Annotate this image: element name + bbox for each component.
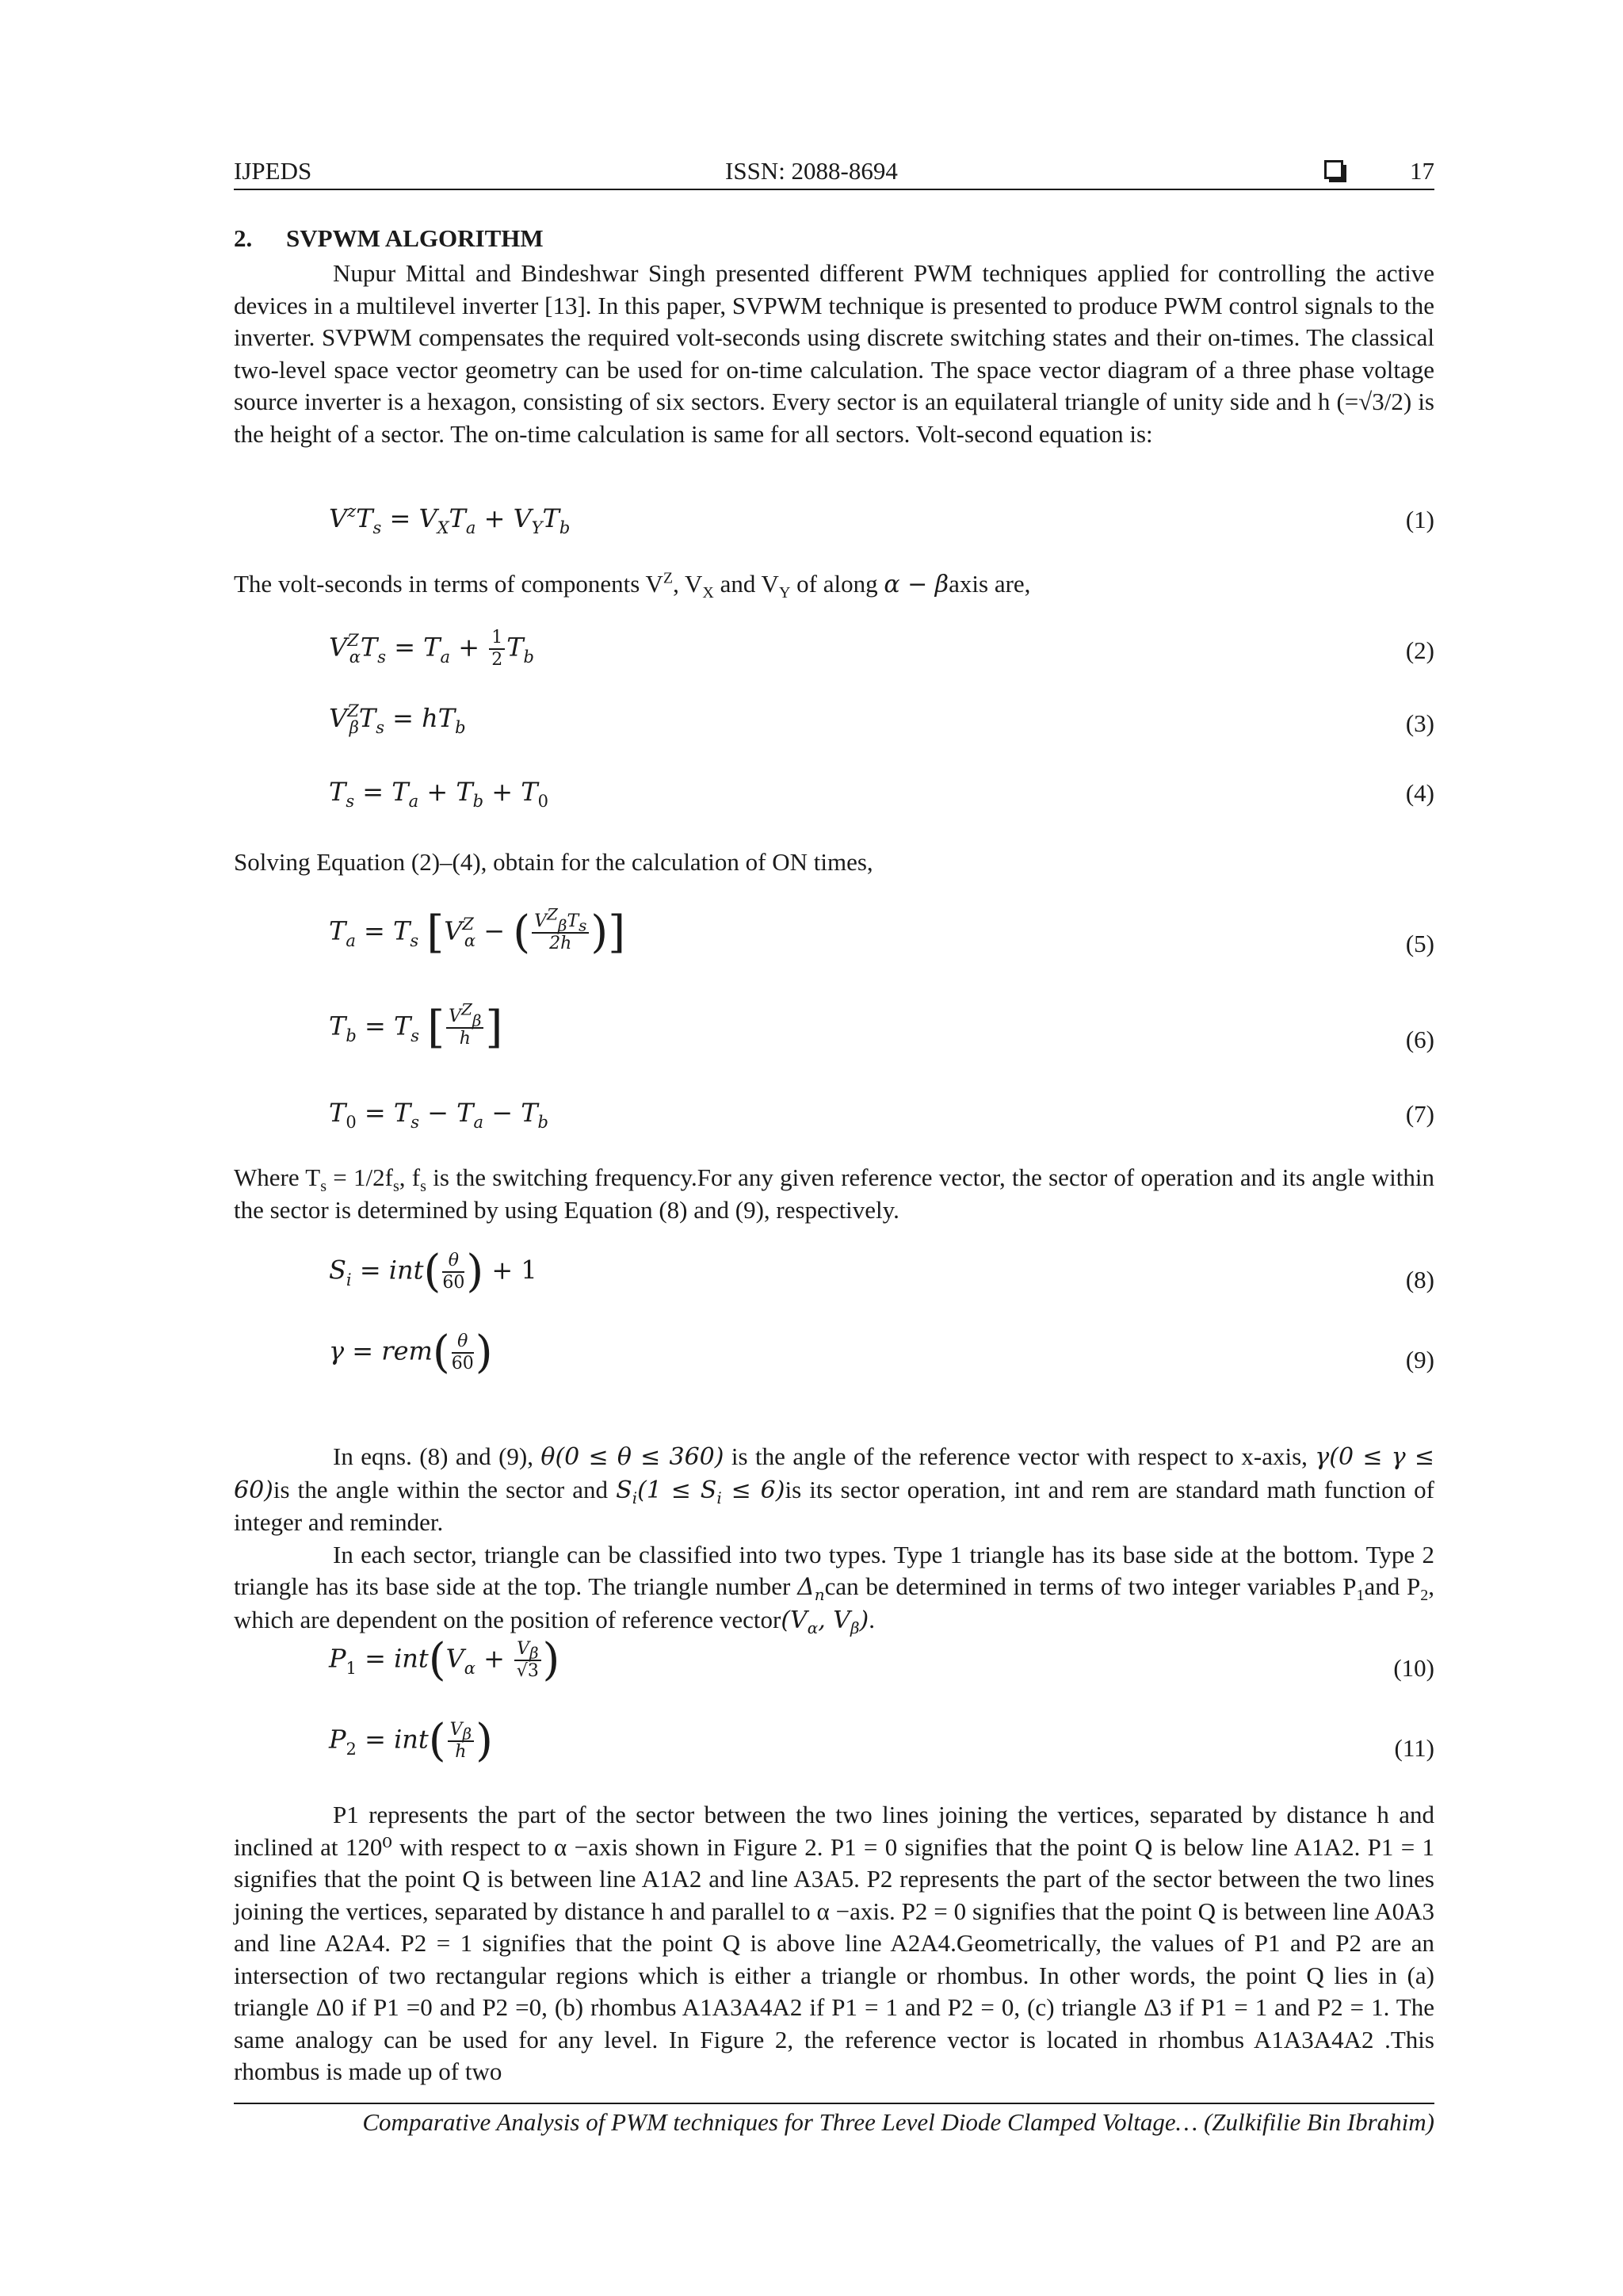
equation-number: (9) <box>1405 1346 1434 1373</box>
paragraph-solving: Solving Equation (2)–(4), obtain for the calculation of ON times, <box>234 848 873 876</box>
equation-8: $S_i = int$( $\frac{\theta}{60}$ ) + 1 <box>329 1246 537 1297</box>
paragraph-where: Where $T_s = 1/2f_s$, $f_s$ is the switching frequency.For any given reference vector, the sector of operation and its angle within the sector is determined by using Equation (8) and (9), respectively. <box>234 1163 1435 1224</box>
section-title: SVPWM ALGORITHM <box>286 224 544 252</box>
equation-2: $V^Z_\alpha T_s = T_a$ + $\frac{1}{2}$ $T_b$ <box>329 628 534 670</box>
paragraph-volt-seconds: The volt-seconds in terms of components $V^Z$, $V_X$ and $V_Y$ of along α − βaxis are, <box>234 569 1031 602</box>
running-footer: Comparative Analysis of PWM techniques for Three Level Diode Clamped Voltage… (Zulkifilie Bin Ibrahim) <box>362 2108 1434 2136</box>
equation-10: $P_1 = int(V_\alpha$ + $\frac{V_\beta}{√3}$ ) <box>329 1634 560 1686</box>
equation-number: (8) <box>1405 1266 1434 1293</box>
equation-11: $P_2 = int$( $\frac{V_\beta}{h}$ ) <box>329 1715 493 1767</box>
equation-5: $T_a = T_s$ [$V^Z_\alpha$ − ( $\frac{V^Z_\beta T_s}{2h}$ )] <box>329 904 626 958</box>
footer-rule <box>234 2103 1434 2104</box>
header-rule <box>234 189 1434 190</box>
journal-name: IJPEDS <box>234 157 312 185</box>
equation-1: $V^zT_s = V_XT_a + V_YT_b$ <box>329 502 571 537</box>
equation-number: (2) <box>1405 636 1434 664</box>
equation-4: $T_s = T_a + T_b + T_0$ <box>329 777 548 811</box>
equation-number: (6) <box>1405 1026 1434 1053</box>
equation-6: $T_b = T_s$ [ $\frac{V^Z_\beta}{h}$ ] <box>329 999 503 1053</box>
paragraph-p1-p2: P1 represents the part of the sector between the two lines joining the vertices, separated by distance h and inclined at 120⁰ with respect to α −axis shown in Figure 2. P1 = 0 signifies that the point Q is below line A1A2. P1 = 1 signifies that the point Q is between line A1A2 and line A3A5. P2 represents the part of the sector between the two lines joining the vertices, separated by distance h and parallel to α −axis. P2 = 0 signifies that the point Q is between line A0A3 and line A2A4. P2 = 1 signifies that the point Q is above line A2A4.Geometrically, the values of P1 and P2 are an intersection of two rectangular regions which is either a triangle or rhombus. In other words, the point Q lies in (a) triangle Δ0 if P1 =0 and P2 =0, (b) rhombus A1A3A4A2 if P1 = 1 and P2 = 0, (c) triangle Δ3 if P1 = 1 and P2 = 1. The same analogy can be used for any level. In Figure 2, the reference vector is located in rhombus A1A3A4A2 .This rhombus is made up of two <box>234 1801 1434 2085</box>
equation-number: (4) <box>1405 779 1434 807</box>
paragraph-intro: Nupur Mittal and Bindeshwar Singh presented different PWM techniques applied for controlling the active devices in a multilevel inverter [13]. In this paper, SVPWM technique is presented to produce PWM control signals to the inverter. SVPWM compensates the required volt-seconds using discrete switching states and their on-times. The classical two-level space vector geometry can be used for on-time calculation. The space vector diagram of a three phase voltage source inverter is a hexagon, consisting of six sectors. Every sector is an equilateral triangle of unity side and h (=√3/2) is the height of a sector. The on-time calculation is same for all sectors. Volt-second equation is: <box>234 259 1434 448</box>
issn: ISSN: 2088-8694 <box>725 157 898 185</box>
section-heading <box>234 224 544 253</box>
equation-number: (1) <box>1405 506 1434 533</box>
equation-number: (5) <box>1405 930 1434 957</box>
paragraph-eqns: In eqns. (8) and (9), θ(0 ≤ θ ≤ 360) is the angle of the reference vector with respect to x-axis, γ(0 ≤ γ ≤ 60)is the angle within the sector and $S_i(1 \le S_i \le 6)is$ its sector operation, int and rem are standard math function of integer and reminder. In each sector, triangle can be classified into two types. Type 1 triangle has its base side at the bottom. Type 2 triangle has its base side at the top. The triangle number $\Delta_ncan$ be determined in terms of two integer variables $P_1and$ $P_2$, which are dependent on the position of reference $vector(V_\alpha$, $V_\beta$). <box>234 1442 1434 1637</box>
section-number: 2. <box>234 224 253 252</box>
equation-7: $T_0 = T_s - T_a - T_b$ <box>329 1098 548 1132</box>
equation-3: $V^Z_\beta T_s = hT_b$ <box>329 701 466 737</box>
checkbox-square-icon <box>1324 160 1343 179</box>
equation-number: (10) <box>1393 1654 1434 1682</box>
equation-number: (7) <box>1405 1100 1434 1128</box>
running-header <box>234 157 1434 189</box>
equation-number: (3) <box>1405 709 1434 737</box>
equation-number: (11) <box>1394 1734 1434 1762</box>
equation-9: γ = rem( $\frac{\theta}{60}$ ) <box>329 1327 493 1378</box>
page-number: 17 <box>1410 157 1434 185</box>
